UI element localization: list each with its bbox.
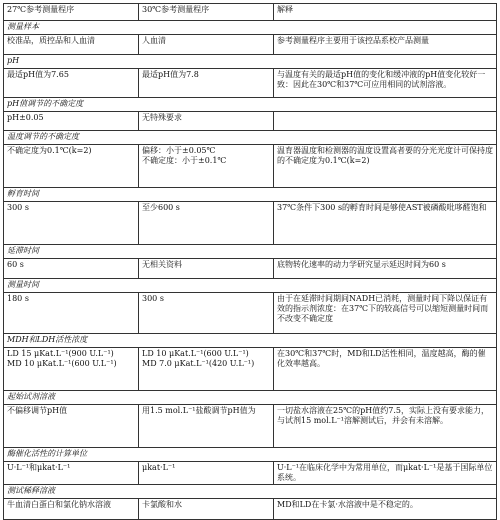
table-cell-col1: 不确定度为0.1℃(k=2) [4,145,139,188]
section-title: 温度调节的不确定度 [4,131,497,145]
table-cell-col1: 不偏移调节pH值 [4,405,139,448]
table-cell-col3: 与温度有关的最适pH值的变化和缓冲液的pH值变化较好一致：因此在30℃和37℃可应用相同的试剂溶液。 [274,69,497,98]
section-title: 延滞时间 [4,245,497,259]
table-cell-col2: LD 10 μKat.L⁻¹(600 U.L⁻¹) MD 7.0 μKat.L⁻¹(420 U.L⁻¹) [139,348,274,391]
section-title: pH [4,55,497,69]
table-row [4,35,497,55]
table-cell-col1: pH±0.05 [4,112,139,131]
table-cell-col2: 人血清 [139,35,274,55]
table-cell-col3: 底物转化速率的动力学研究显示延迟时间为60 s [274,259,497,279]
section-title-row [4,485,497,499]
section-title-row [4,391,497,405]
section-title-row [4,98,497,112]
table-row [4,69,497,98]
section-title: 起始试剂溶液 [4,391,497,405]
table-row [4,293,497,334]
table-cell-col1: 60 s [4,259,139,279]
header-col2: 30℃参考测量程序 [139,4,274,21]
section-title: 测量时间 [4,279,497,293]
table-cell-col1: 最适pH值为7.65 [4,69,139,98]
section-title: 孵育时间 [4,188,497,202]
table-cell-col2: 300 s [139,293,274,334]
table-cell-col1: 牛血清白蛋白和氯化钠水溶液 [4,499,139,520]
section-title-row [4,55,497,69]
header-col1: 27℃参考测量程序 [4,4,139,21]
table-header-row [4,4,497,21]
table-row [4,112,497,131]
table-cell-col1: 300 s [4,202,139,245]
table-row [4,499,497,520]
table-row [4,145,497,188]
table-cell-col2: 用1.5 mol.L⁻¹盐酸调节pH值为 [139,405,274,448]
comparison-table [3,3,497,520]
table-cell-col2: 至少600 s [139,202,274,245]
table-cell-col1: 180 s [4,293,139,334]
section-title-row [4,245,497,259]
table-cell-col1: 校准品，质控品和人血清 [4,35,139,55]
table-row [4,348,497,391]
section-title-row [4,448,497,462]
table-cell-col3: 参考测量程序主要用于该控品系校产品测量 [274,35,497,55]
table-cell-col2: 偏移：小于±0.05℃ 不确定度：小于±0.1℃ [139,145,274,188]
table-row [4,259,497,279]
table-cell-col3: 一切盐水溶液在25℃的pH值约7.5，实际上没有要求能力，与试剂15 mol.L⁻¹溶解测试后，并会有未溶解。 [274,405,497,448]
table-cell-col3 [274,112,497,131]
table-cell-col2: 卡氯酸和水 [139,499,274,520]
section-title: MDH和LDH活性浓度 [4,334,497,348]
table-cell-col3: 在30℃和37℃时，MD和LD活性相同，温度越高，酶的催化效率越高。 [274,348,497,391]
section-title-row [4,188,497,202]
table-cell-col2: 无特殊要求 [139,112,274,131]
section-title-row [4,279,497,293]
table-cell-col3: 37℃条件下300 s的孵育时间是够使AST被磷酸吡哆醛饱和 [274,202,497,245]
section-title: 测量样本 [4,21,497,35]
table-cell-col1: LD 15 μKat.L⁻¹(900 U.L⁻¹) MD 10 μKat.L⁻¹(600 U.L⁻¹) [4,348,139,391]
table-row [4,405,497,448]
table-cell-col3: U·L⁻¹在临床化学中为常用单位，而μkat·L⁻¹是基于国际单位系统。 [274,462,497,485]
header-col3: 解释 [274,4,497,21]
table-row [4,462,497,485]
table-row [4,202,497,245]
table-cell-col1: U·L⁻¹和μkat·L⁻¹ [4,462,139,485]
section-title: pH值调节的不确定度 [4,98,497,112]
section-title-row [4,131,497,145]
table-cell-col2: μkat·L⁻¹ [139,462,274,485]
table-cell-col2: 无相关资料 [139,259,274,279]
table-cell-col3: MD和LD在卡氯·水溶液中是不稳定的。 [274,499,497,520]
section-title: 酶催化活性的计算单位 [4,448,497,462]
table-cell-col3: 温育器温度和检测器的温度设置高者要的分光光度计可保持度的不确定度为0.1℃(k=2) [274,145,497,188]
section-title-row [4,21,497,35]
table-cell-col3: 由于在延滞时间期间NADH已消耗，测量时间下降以保证有效的指示剂浓度：在37℃下的较高信号可以缩短测量时间而不改变不确定度 [274,293,497,334]
table-cell-col2: 最适pH值为7.8 [139,69,274,98]
section-title: 测试稀释溶液 [4,485,497,499]
section-title-row [4,334,497,348]
